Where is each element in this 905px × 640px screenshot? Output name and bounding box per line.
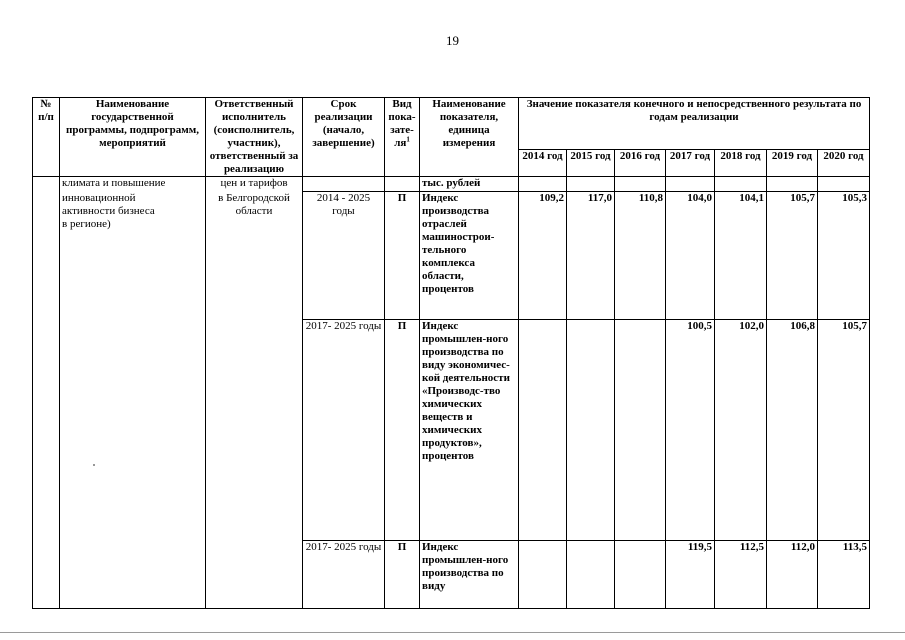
page-number: 19 [446, 33, 459, 48]
cell-value: 105,3 [818, 192, 870, 320]
cell-term [303, 177, 385, 192]
cell-value: 112,0 [767, 541, 818, 609]
table-row [33, 177, 870, 192]
footnote-marker: 1 [406, 135, 410, 144]
cell-kind: П [385, 541, 420, 609]
table-row [33, 192, 870, 320]
cell-value [615, 177, 666, 192]
cell-value [615, 541, 666, 609]
header-year: 2015 год [567, 150, 615, 177]
cell-value [567, 541, 615, 609]
cell-term: 2014 - 2025 годы [303, 192, 385, 320]
header-indicator: Наименование показателя, единица измерения [420, 98, 519, 177]
cell-value [818, 177, 870, 192]
cell-value [519, 177, 567, 192]
cell-value [567, 177, 615, 192]
header-responsible: Ответственный исполнитель (соисполнитель, участник), ответственный за реализацию [206, 98, 303, 177]
header-year: 2016 год [615, 150, 666, 177]
cell-value: 112,5 [715, 541, 767, 609]
cell-value: 109,2 [519, 192, 567, 320]
cell-indicator: Индекс промышлен-ного производства по виду экономичес-кой деятельности «Производс-тво химических веществ и химических продуктов», процентов [420, 320, 519, 541]
cell-value [615, 320, 666, 541]
cell-responsible: цен и тарифов [206, 177, 303, 192]
header-term: Срок реализации (начало, завершение) [303, 98, 385, 177]
header-year: 2018 год [715, 150, 767, 177]
header-year: 2017 год [666, 150, 715, 177]
indicators-table [32, 97, 870, 609]
cell-responsible-cont: в Белгородской области [206, 192, 303, 609]
cell-num [33, 177, 60, 609]
cell-value: 102,0 [715, 320, 767, 541]
cell-value: 104,0 [666, 192, 715, 320]
header-name: Наименование государственной программы, подпрограмм, мероприятий [60, 98, 206, 177]
cell-value: 110,8 [615, 192, 666, 320]
cell-program-name: климата и повышение [60, 177, 206, 192]
cell-value: 100,5 [666, 320, 715, 541]
cell-term: 2017- 2025 годы [303, 320, 385, 541]
cell-value: 117,0 [567, 192, 615, 320]
header-year: 2020 год [818, 150, 870, 177]
cell-value [519, 320, 567, 541]
cell-program-name-cont: инновационной активности бизнеса в регионе) [60, 192, 206, 609]
cell-value: 105,7 [767, 192, 818, 320]
header-values-group: Значение показателя конечного и непосредственного результата по годам реализации [519, 98, 870, 150]
cell-term: 2017- 2025 годы [303, 541, 385, 609]
header-year: 2014 год [519, 150, 567, 177]
cell-value: 104,1 [715, 192, 767, 320]
cell-kind: П [385, 192, 420, 320]
cell-indicator: Индекс производства отраслей машинострои-тельного комплекса области, процентов [420, 192, 519, 320]
cell-value [666, 177, 715, 192]
scan-speck [93, 464, 95, 466]
page-edge-line [0, 632, 905, 633]
cell-value: 119,5 [666, 541, 715, 609]
cell-indicator: Индекс промышлен-ного производства по виду [420, 541, 519, 609]
header-year: 2019 год [767, 150, 818, 177]
cell-value: 106,8 [767, 320, 818, 541]
header-num: № п/п [33, 98, 60, 177]
cell-value: 113,5 [818, 541, 870, 609]
cell-value [567, 320, 615, 541]
cell-kind [385, 177, 420, 192]
cell-value [715, 177, 767, 192]
cell-value [519, 541, 567, 609]
header-kind: Вид пока-$зате-ля^1$ [385, 98, 420, 177]
cell-value [767, 177, 818, 192]
cell-indicator: тыс. рублей [420, 177, 519, 192]
cell-kind: П [385, 320, 420, 541]
cell-value: 105,7 [818, 320, 870, 541]
